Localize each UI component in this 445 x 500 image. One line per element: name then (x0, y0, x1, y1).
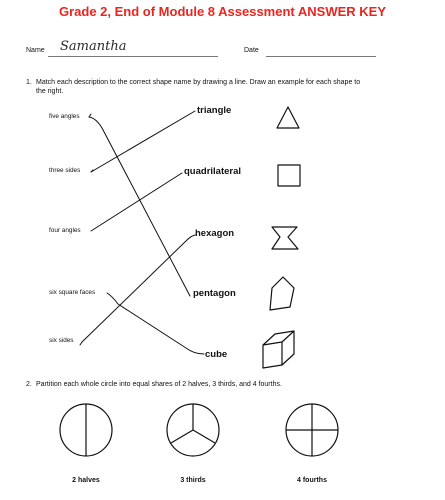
triangle-drawing (277, 107, 299, 128)
tick-five-angles (89, 114, 91, 117)
hexagon-drawing (272, 227, 298, 249)
shape-name-pentagon: pentagon (193, 288, 236, 299)
description-six-square-faces: six square faces (49, 289, 96, 296)
caption-thirds: 3 thirds (180, 477, 206, 484)
shape-name-hexagon: hexagon (195, 228, 235, 239)
tick-six-sides (80, 342, 82, 345)
shape-name-quadrilateral: quadrilateral (184, 166, 242, 177)
name-label: Name (26, 47, 45, 54)
pentagon-drawing (270, 277, 294, 310)
circle-halves (60, 404, 112, 456)
question1-number: 1. (26, 79, 32, 86)
circle-fourths (286, 404, 338, 456)
caption-halves: 2 halves (72, 477, 100, 484)
description-six-sides: six sides (49, 337, 74, 344)
question2-prompt: Partition each whole circle into equal shares of 2 halves, 3 thirds, and 4 fourths. (36, 381, 282, 388)
question1-prompt-line2: the right. (36, 88, 64, 95)
square-drawing (278, 165, 300, 186)
shape-name-triangle: triangle (197, 105, 232, 116)
circle-thirds (167, 404, 219, 456)
match-line-three-sides-triangle (91, 111, 195, 172)
question1-prompt-line1: Match each description to the correct shape name by drawing a line. Draw an example for each shape to (36, 79, 361, 86)
match-line-six-square-faces-cube (107, 293, 204, 354)
shape-name-cube: cube (205, 349, 228, 360)
name-value: Samantha (60, 39, 127, 54)
caption-fourths: 4 fourths (297, 477, 327, 484)
cube-drawing (263, 331, 294, 368)
tick-three-sides (91, 170, 93, 172)
description-three-sides: three sides (49, 167, 81, 174)
description-five-angles: five angles (49, 113, 80, 120)
match-line-six-sides-hexagon (82, 235, 195, 342)
page-title: Grade 2, End of Module 8 Assessment ANSWER KEY (59, 4, 386, 19)
match-line-four-angles-quadrilateral (91, 173, 182, 231)
description-four-angles: four angles (49, 227, 81, 234)
date-label: Date (244, 47, 259, 54)
question2-number: 2. (26, 381, 32, 388)
